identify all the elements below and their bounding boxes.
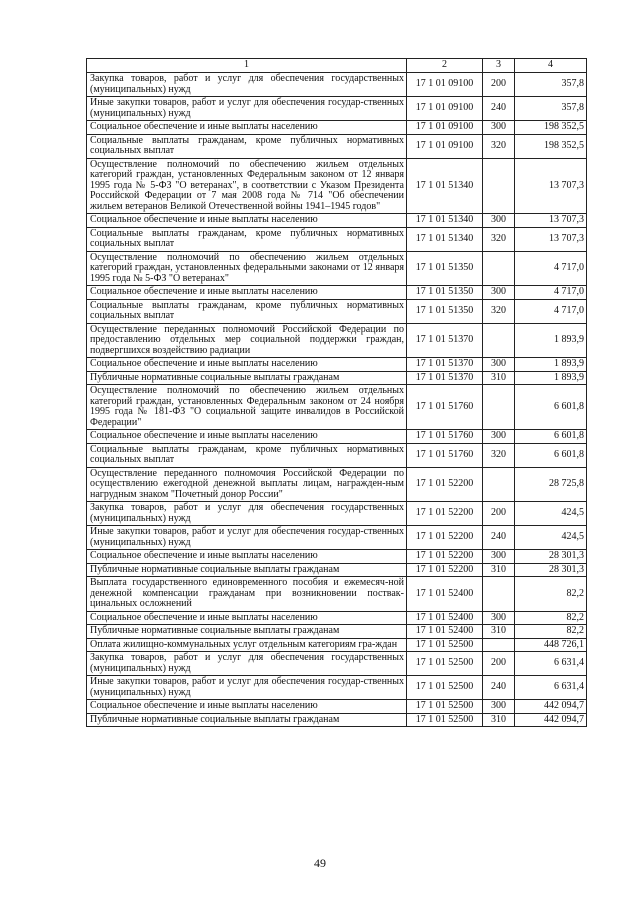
table-row [87,286,587,300]
row-amount-cell: 1 893,9 [515,323,587,358]
row-amount-cell: 28 301,3 [515,563,587,577]
row-name-cell: Осуществление полномочий по обеспечению жильем отдельных категорий граждан, установленных федеральными законами от 12 января 1995 года № 5-ФЗ "О ветеранах" [87,251,407,286]
row-amount-cell: 6 601,8 [515,443,587,467]
row-amount-cell: 198 352,5 [515,121,587,135]
row-amount-cell: 4 717,0 [515,251,587,286]
row-code-cell: 17 1 01 51370 [407,323,483,358]
table-row [87,385,587,430]
table-row [87,577,587,612]
table-row [87,467,587,502]
row-expense-type-cell: 300 [483,611,515,625]
row-expense-type-cell: 320 [483,134,515,158]
row-name-cell: Публичные нормативные социальные выплаты гражданам [87,625,407,639]
table-row [87,625,587,639]
budget-page [86,58,586,727]
row-expense-type-cell [483,251,515,286]
row-amount-cell: 442 094,7 [515,713,587,727]
row-name-cell: Социальное обеспечение и иные выплаты населению [87,214,407,228]
table-row [87,676,587,700]
row-expense-type-cell: 300 [483,700,515,714]
row-code-cell: 17 1 01 51350 [407,299,483,323]
row-name-cell: Осуществление переданных полномочий Российской Федерации по предоставлению отдельных мер социальной поддержки граждан, подвергшихся воздействию радиации [87,323,407,358]
row-expense-type-cell: 300 [483,121,515,135]
row-name-cell: Социальные выплаты гражданам, кроме публичных нормативных социальных выплат [87,227,407,251]
row-amount-cell: 448 726,1 [515,638,587,652]
row-expense-type-cell [483,467,515,502]
row-code-cell: 17 1 01 52200 [407,550,483,564]
row-amount-cell: 4 717,0 [515,299,587,323]
row-name-cell: Закупка товаров, работ и услуг для обеспечения государственных (муниципальных) нужд [87,502,407,526]
table-row [87,121,587,135]
row-name-cell: Иные закупки товаров, работ и услуг для обеспечения государ-ственных (муниципальных) нужд [87,676,407,700]
table-row [87,526,587,550]
table-row [87,358,587,372]
column-header: 1 [87,59,407,73]
table-row [87,73,587,97]
table-row [87,214,587,228]
column-header: 3 [483,59,515,73]
row-name-cell: Закупка товаров, работ и услуг для обеспечения государственных (муниципальных) нужд [87,73,407,97]
table-row [87,430,587,444]
row-code-cell: 17 1 01 09100 [407,134,483,158]
row-expense-type-cell [483,638,515,652]
row-expense-type-cell: 300 [483,358,515,372]
row-code-cell: 17 1 01 51370 [407,358,483,372]
row-name-cell: Осуществление переданного полномочия Российской Федерации по осуществлению ежегодной денежной выплаты лицам, награжден-ным нагрудным знаком "Почетный донор России" [87,467,407,502]
row-name-cell: Оплата жилищно-коммунальных услуг отдельным категориям гра-ждан [87,638,407,652]
row-amount-cell: 13 707,3 [515,214,587,228]
table-header-row [87,59,587,73]
row-amount-cell: 4 717,0 [515,286,587,300]
row-name-cell: Осуществление полномочий по обеспечению жильем отдельных категорий граждан, установленных Федеральным законом от 12 января 1995 года № 5-ФЗ "О ветеранах", в соответствии с Указом Президента Российской Федерации от 7 мая 2008 года № 714 "Об обеспечении жильем ветеранов Великой Отечественной войны 1941–1945 годов" [87,158,407,214]
row-code-cell: 17 1 01 51350 [407,251,483,286]
row-expense-type-cell: 310 [483,625,515,639]
row-name-cell: Социальное обеспечение и иные выплаты населению [87,286,407,300]
column-header: 4 [515,59,587,73]
row-code-cell: 17 1 01 51760 [407,430,483,444]
row-expense-type-cell: 320 [483,227,515,251]
row-expense-type-cell [483,577,515,612]
row-name-cell: Выплата государственного единовременного пособия и ежемесяч-ной денежной компенсации гражданам при возникновении поствак-цинальных осложнений [87,577,407,612]
row-name-cell: Социальное обеспечение и иные выплаты населению [87,430,407,444]
row-amount-cell: 28 725,8 [515,467,587,502]
row-code-cell: 17 1 01 09100 [407,121,483,135]
table-row [87,251,587,286]
row-amount-cell: 442 094,7 [515,700,587,714]
row-code-cell: 17 1 01 51340 [407,214,483,228]
row-amount-cell: 424,5 [515,526,587,550]
row-expense-type-cell: 200 [483,652,515,676]
row-name-cell: Осуществление полномочий по обеспечению жильем отдельных категорий граждан, установленных Федеральным законом от 24 ноября 1995 года № 181-ФЗ "О социальной защите инвалидов в Российской Федерации" [87,385,407,430]
row-name-cell: Публичные нормативные социальные выплаты гражданам [87,563,407,577]
table-row [87,700,587,714]
row-code-cell: 17 1 01 51340 [407,227,483,251]
table-row [87,443,587,467]
table-row [87,611,587,625]
row-amount-cell: 6 631,4 [515,652,587,676]
row-name-cell: Социальное обеспечение и иные выплаты населению [87,550,407,564]
row-name-cell: Социальные выплаты гражданам, кроме публичных нормативных социальных выплат [87,443,407,467]
row-code-cell: 17 1 01 52200 [407,502,483,526]
table-row [87,652,587,676]
row-amount-cell: 198 352,5 [515,134,587,158]
row-amount-cell: 6 631,4 [515,676,587,700]
row-expense-type-cell: 200 [483,73,515,97]
row-amount-cell: 1 893,9 [515,358,587,372]
row-name-cell: Социальное обеспечение и иные выплаты населению [87,358,407,372]
row-amount-cell: 424,5 [515,502,587,526]
row-code-cell: 17 1 01 52500 [407,700,483,714]
row-name-cell: Социальные выплаты гражданам, кроме публичных нормативных социальных выплат [87,299,407,323]
row-expense-type-cell: 240 [483,97,515,121]
page-number: 49 [314,856,326,870]
row-name-cell: Иные закупки товаров, работ и услуг для обеспечения государ-ственных (муниципальных) нужд [87,526,407,550]
table-row [87,227,587,251]
row-code-cell: 17 1 01 52400 [407,611,483,625]
row-code-cell: 17 1 01 52200 [407,526,483,550]
column-header: 2 [407,59,483,73]
table-row [87,97,587,121]
row-name-cell: Социальные выплаты гражданам, кроме публичных нормативных социальных выплат [87,134,407,158]
row-amount-cell: 82,2 [515,625,587,639]
table-body [87,73,587,727]
row-expense-type-cell: 320 [483,443,515,467]
row-amount-cell: 13 707,3 [515,227,587,251]
budget-table [86,58,587,727]
row-name-cell: Социальное обеспечение и иные выплаты населению [87,121,407,135]
row-code-cell: 17 1 01 51340 [407,158,483,214]
row-code-cell: 17 1 01 51760 [407,443,483,467]
table-row [87,323,587,358]
table-row [87,371,587,385]
row-expense-type-cell: 300 [483,286,515,300]
row-expense-type-cell: 240 [483,676,515,700]
row-name-cell: Публичные нормативные социальные выплаты гражданам [87,713,407,727]
row-code-cell: 17 1 01 52200 [407,563,483,577]
row-name-cell: Закупка товаров, работ и услуг для обеспечения государственных (муниципальных) нужд [87,652,407,676]
row-name-cell: Социальное обеспечение и иные выплаты населению [87,611,407,625]
row-expense-type-cell: 310 [483,713,515,727]
row-expense-type-cell: 310 [483,371,515,385]
table-row [87,713,587,727]
row-code-cell: 17 1 01 51370 [407,371,483,385]
row-expense-type-cell [483,323,515,358]
row-name-cell: Социальное обеспечение и иные выплаты населению [87,700,407,714]
row-amount-cell: 357,8 [515,73,587,97]
table-row [87,158,587,214]
row-name-cell: Публичные нормативные социальные выплаты гражданам [87,371,407,385]
table-row [87,563,587,577]
row-amount-cell: 357,8 [515,97,587,121]
row-amount-cell: 82,2 [515,611,587,625]
row-amount-cell: 28 301,3 [515,550,587,564]
row-code-cell: 17 1 01 09100 [407,97,483,121]
row-amount-cell: 6 601,8 [515,385,587,430]
row-code-cell: 17 1 01 51760 [407,385,483,430]
row-code-cell: 17 1 01 52200 [407,467,483,502]
row-expense-type-cell [483,385,515,430]
row-code-cell: 17 1 01 09100 [407,73,483,97]
row-code-cell: 17 1 01 51350 [407,286,483,300]
row-expense-type-cell: 310 [483,563,515,577]
table-row [87,550,587,564]
row-amount-cell: 1 893,9 [515,371,587,385]
row-code-cell: 17 1 01 52500 [407,652,483,676]
row-code-cell: 17 1 01 52500 [407,713,483,727]
table-row [87,134,587,158]
row-expense-type-cell: 240 [483,526,515,550]
row-expense-type-cell [483,158,515,214]
row-code-cell: 17 1 01 52400 [407,577,483,612]
row-expense-type-cell: 200 [483,502,515,526]
row-expense-type-cell: 320 [483,299,515,323]
row-amount-cell: 6 601,8 [515,430,587,444]
table-row [87,638,587,652]
row-expense-type-cell: 300 [483,214,515,228]
row-code-cell: 17 1 01 52400 [407,625,483,639]
row-amount-cell: 82,2 [515,577,587,612]
row-code-cell: 17 1 01 52500 [407,676,483,700]
table-row [87,299,587,323]
row-code-cell: 17 1 01 52500 [407,638,483,652]
row-expense-type-cell: 300 [483,550,515,564]
row-amount-cell: 13 707,3 [515,158,587,214]
table-row [87,502,587,526]
row-expense-type-cell: 300 [483,430,515,444]
row-name-cell: Иные закупки товаров, работ и услуг для обеспечения государ-ственных (муниципальных) нужд [87,97,407,121]
